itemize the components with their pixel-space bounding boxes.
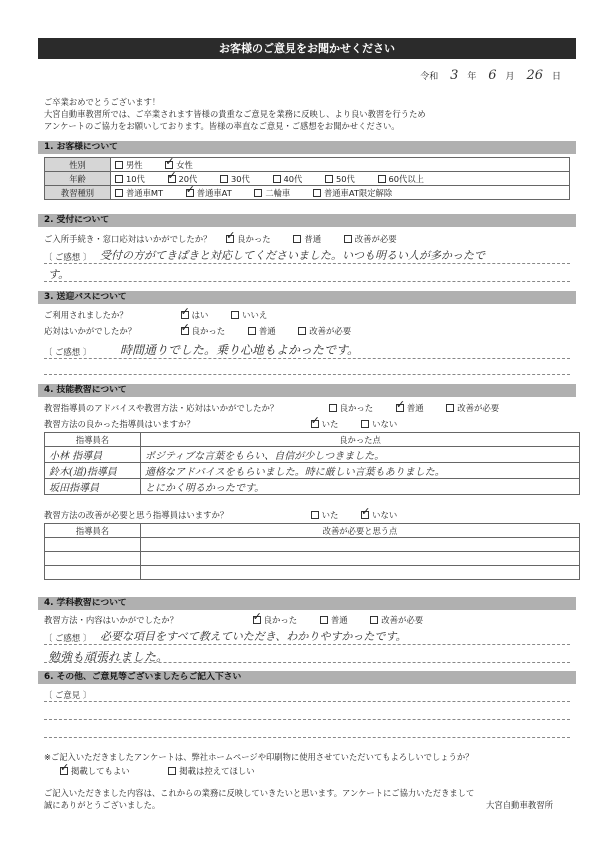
lecture-option-improve[interactable] xyxy=(370,614,423,626)
gender-option-male[interactable] xyxy=(115,159,143,171)
bus-comment-label: 〔 ご感想 〕 xyxy=(44,347,92,357)
date-year[interactable]: 3 xyxy=(450,68,459,83)
option-label: 掲載は控えてほしい xyxy=(179,766,255,776)
date-year-unit: 年 xyxy=(467,72,477,82)
improve-point[interactable] xyxy=(141,538,580,552)
reception-option-improve[interactable] xyxy=(344,233,397,245)
checkbox[interactable] xyxy=(231,311,239,319)
instructor-name[interactable]: 坂田指導員 xyxy=(45,479,141,495)
bus-service-option-improve[interactable] xyxy=(298,325,351,337)
checkbox-checked[interactable] xyxy=(181,311,189,319)
checkbox[interactable] xyxy=(370,616,378,624)
instructor-name[interactable] xyxy=(45,552,141,566)
checkbox[interactable] xyxy=(254,189,262,197)
checkbox[interactable] xyxy=(298,327,306,335)
age-label: 年齢 xyxy=(45,172,111,186)
intro-line: ご卒業おめでとうございます！ xyxy=(44,97,161,107)
section-1-header: 1. お客様について xyxy=(38,141,576,154)
comment-rule xyxy=(44,358,570,359)
bus-service-option-normal[interactable] xyxy=(248,325,276,337)
checkbox[interactable] xyxy=(320,616,328,624)
comment-rule xyxy=(44,644,570,645)
skill-advice-row xyxy=(44,402,519,414)
bus-use-option-yes[interactable] xyxy=(181,309,209,321)
age-row xyxy=(45,172,570,186)
comment-rule xyxy=(44,263,570,264)
option-label: 女性 xyxy=(176,159,193,170)
bus-comment[interactable]: 時間通りでした。乗り心地もよかったです。 xyxy=(120,343,360,357)
lecture-option-good[interactable] xyxy=(253,614,298,626)
checkbox[interactable] xyxy=(446,404,454,412)
good-instructor-table xyxy=(44,432,580,495)
reception-question: ご入所手続き・窓口応対はいかがでしたか？ xyxy=(44,234,212,244)
publish-options xyxy=(60,765,275,777)
date-day[interactable]: 26 xyxy=(526,68,543,83)
option-label: 40代 xyxy=(283,173,303,184)
improve-instructor-row xyxy=(44,509,417,521)
opinion-label: 〔 ご意見 〕 xyxy=(44,690,92,700)
option-label: いた xyxy=(321,419,339,429)
checkbox[interactable] xyxy=(115,161,123,169)
option-label: 良かった xyxy=(339,403,374,413)
reception-comment-line2[interactable]: す。 xyxy=(48,268,70,281)
checkbox[interactable] xyxy=(378,175,386,183)
option-label: 普通車AT xyxy=(196,187,232,198)
option-label: 10代 xyxy=(126,173,145,184)
option-label: 普通 xyxy=(258,326,276,336)
improve-point[interactable] xyxy=(141,552,580,566)
table-row xyxy=(45,552,580,566)
table-header xyxy=(45,524,580,538)
intro-text xyxy=(44,96,564,132)
option-label: いいえ xyxy=(242,310,268,320)
option-label: 良かった xyxy=(237,234,271,244)
comment-rule[interactable] xyxy=(44,737,570,738)
checkbox[interactable] xyxy=(344,235,352,243)
instructor-name[interactable] xyxy=(45,566,141,580)
checkbox[interactable] xyxy=(115,175,123,183)
course-row xyxy=(45,186,570,200)
date-era: 令和 xyxy=(420,72,439,82)
checkbox-checked[interactable] xyxy=(311,420,319,428)
table-row xyxy=(45,538,580,552)
skill-advice-option-good[interactable] xyxy=(329,402,374,414)
checkbox-checked[interactable] xyxy=(186,189,194,197)
checkbox[interactable] xyxy=(325,175,333,183)
option-label: 掲載してもよい xyxy=(71,766,130,776)
column-instructor-name: 指導員名 xyxy=(45,433,141,447)
checkbox-checked[interactable] xyxy=(181,327,189,335)
age-option-50s[interactable] xyxy=(325,173,355,185)
option-label: 男性 xyxy=(126,159,143,170)
improve-instructor-option-yes[interactable] xyxy=(311,509,339,521)
course-option-mt[interactable] xyxy=(115,187,163,199)
good-instructor-option-yes[interactable] xyxy=(311,418,339,430)
good-instructor-question: 教習方法の良かった指導員はいますか？ xyxy=(44,419,195,429)
option-label: 30代 xyxy=(231,173,250,184)
customer-info-table xyxy=(44,157,570,200)
option-label: いない xyxy=(372,419,398,429)
lecture-question-row xyxy=(44,614,443,626)
bus-use-row xyxy=(44,309,287,321)
checkbox[interactable] xyxy=(168,767,176,775)
comment-rule xyxy=(44,662,570,663)
section-3-header: 3. 送迎バスについて xyxy=(38,291,576,304)
improve-instructor-table xyxy=(44,523,580,580)
table-row xyxy=(45,447,580,463)
section-5-header: 4. 学科教習について xyxy=(38,597,576,610)
skill-advice-option-improve[interactable] xyxy=(446,402,499,414)
checkbox-checked[interactable] xyxy=(396,404,404,412)
reception-option-normal[interactable] xyxy=(293,233,321,245)
age-option-30s[interactable] xyxy=(220,173,250,185)
course-option-at[interactable] xyxy=(186,187,232,199)
lecture-comment-line2[interactable]: 勉強も頑張れました。 xyxy=(48,650,169,664)
checkbox[interactable] xyxy=(293,235,301,243)
course-option-at-release[interactable] xyxy=(313,187,392,199)
lecture-comment-label: 〔 ご感想 〕 xyxy=(44,633,92,643)
option-label: 改善が必要 xyxy=(309,326,352,336)
section-2-header: 2. 受付について xyxy=(38,214,576,227)
section-4-header: 4. 技能教習について xyxy=(38,384,576,397)
option-label: 20代 xyxy=(178,173,198,184)
good-instructor-row xyxy=(44,418,417,430)
skill-advice-option-normal[interactable] xyxy=(396,402,424,414)
page-title: お客様のご意見をお聞かせください xyxy=(38,38,576,59)
date-month-unit: 月 xyxy=(505,72,515,82)
option-label: 改善が必要 xyxy=(381,615,424,625)
checkbox-checked[interactable] xyxy=(168,175,176,183)
bus-service-question: 応対はいかがでしたか？ xyxy=(44,326,137,336)
checkbox-checked[interactable] xyxy=(165,161,173,169)
option-label: 改善が必要 xyxy=(457,403,500,413)
thanks-line: 誠にありがとうございました。 xyxy=(44,800,161,810)
instructor-name[interactable]: 鈴木(道)指導員 xyxy=(45,463,141,479)
date-day-unit: 日 xyxy=(551,72,561,82)
option-label: 普通車MT xyxy=(126,187,164,198)
checkbox[interactable] xyxy=(313,189,321,197)
improve-point[interactable] xyxy=(141,566,580,580)
checkbox[interactable] xyxy=(220,175,228,183)
skill-advice-question: 教習指導員のアドバイスや教習方法・応対はいかがでしたか？ xyxy=(44,403,279,413)
good-point[interactable]: 適格なアドバイスをもらいました。時に厳しい言葉もありました。 xyxy=(141,463,580,479)
option-label: 普通 xyxy=(304,234,322,244)
table-header xyxy=(45,433,580,447)
lecture-option-normal[interactable] xyxy=(320,614,348,626)
option-label: はい xyxy=(191,310,209,320)
gender-label: 性別 xyxy=(45,158,111,172)
comment-rule xyxy=(44,281,570,282)
option-label: 普通 xyxy=(330,615,348,625)
bus-service-option-good[interactable] xyxy=(181,325,226,337)
table-row xyxy=(45,463,580,479)
bus-use-option-no[interactable] xyxy=(231,309,267,321)
option-label: 60代以上 xyxy=(388,173,424,184)
checkbox-checked[interactable] xyxy=(226,235,234,243)
gender-options xyxy=(111,158,570,172)
comment-rule xyxy=(44,374,570,375)
reception-option-good[interactable] xyxy=(226,233,271,245)
option-label: いた xyxy=(321,510,339,520)
checkbox-checked[interactable] xyxy=(253,616,261,624)
checkbox[interactable] xyxy=(361,420,369,428)
table-row xyxy=(45,479,580,495)
age-option-40s[interactable] xyxy=(273,173,303,185)
column-instructor-name: 指導員名 xyxy=(45,524,141,538)
table-row xyxy=(45,566,580,580)
option-label: 50代 xyxy=(336,173,355,184)
option-label: 良かった xyxy=(263,615,298,625)
good-instructor-option-no[interactable] xyxy=(361,418,397,430)
age-options xyxy=(111,172,570,186)
improve-instructor-option-no[interactable] xyxy=(361,509,397,521)
checkbox[interactable] xyxy=(311,511,319,519)
bus-use-question: ご利用されましたか？ xyxy=(44,310,128,320)
course-options xyxy=(111,186,570,200)
good-point[interactable]: とにかく明るかったです。 xyxy=(141,479,580,495)
reception-question-row xyxy=(44,233,417,245)
checkbox-checked[interactable] xyxy=(361,511,369,519)
option-label: 改善が必要 xyxy=(354,234,397,244)
lecture-comment-line1[interactable]: 必要な項目をすべて教えていただき、わかりやすかったです。 xyxy=(100,630,407,643)
section-6-header: 6. その他、ご意見等ございましたらご記入下さい xyxy=(38,671,576,684)
school-name: 大宮自動車教習所 xyxy=(486,800,553,810)
publish-option-no[interactable] xyxy=(168,765,254,777)
option-label: 二輪車 xyxy=(265,187,291,198)
course-label: 教習種別 xyxy=(45,186,111,200)
option-label: いない xyxy=(372,510,398,520)
date-line xyxy=(420,68,561,83)
comment-rule[interactable] xyxy=(44,719,570,720)
checkbox[interactable] xyxy=(115,189,123,197)
good-point[interactable]: ポジティブな言葉をもらい、自信が少しつきました。 xyxy=(141,447,580,463)
checkbox[interactable] xyxy=(329,404,337,412)
publish-question: ※ご記入いただきましたアンケートは、弊社ホームページや印刷物に使用させていただいてもよろしいでしょうか？ xyxy=(44,752,474,762)
intro-line: 大宮自動車教習所では、ご卒業されます皆様の貴重なご意見を業務に反映し、より良い教習を行うため xyxy=(44,109,426,119)
comment-rule[interactable] xyxy=(44,701,570,702)
thanks-line: ご記入いただきました内容は、これからの業務に反映していきたいと思います。アンケートにご協力いただきまして xyxy=(44,788,475,798)
improve-instructor-question: 教習方法の改善が必要と思う指導員はいますか？ xyxy=(44,510,229,520)
checkbox-checked[interactable] xyxy=(60,767,68,775)
checkbox[interactable] xyxy=(248,327,256,335)
gender-row xyxy=(45,158,570,172)
course-option-bike[interactable] xyxy=(254,187,290,199)
checkbox[interactable] xyxy=(273,175,281,183)
lecture-question: 教習方法・内容はいかがでしたか？ xyxy=(44,615,178,625)
bus-service-row xyxy=(44,325,371,337)
option-label: 普通 xyxy=(406,403,424,413)
option-label: 普通車AT限定解除 xyxy=(323,187,393,198)
option-label: 良かった xyxy=(191,326,226,336)
publish-option-yes[interactable] xyxy=(60,765,130,777)
column-improve-point: 改善が必要と思う点 xyxy=(141,524,580,538)
column-good-point: 良かった点 xyxy=(141,433,580,447)
instructor-name[interactable] xyxy=(45,538,141,552)
thanks-text xyxy=(44,787,474,811)
intro-line: アンケートのご協力をお願いしております。皆様の率直なご意見・ご感想をお聞かせください。 xyxy=(44,121,400,131)
age-option-60plus[interactable] xyxy=(378,173,424,185)
reception-comment-line1[interactable]: 受付の方がてきぱきと対応してくださいました。いつも明るい人が多かったで xyxy=(100,249,485,262)
instructor-name[interactable]: 小林 指導員 xyxy=(45,447,141,463)
date-month[interactable]: 6 xyxy=(488,68,497,83)
reception-comment-label: 〔 ご感想 〕 xyxy=(44,252,92,262)
age-option-10s[interactable] xyxy=(115,173,145,185)
